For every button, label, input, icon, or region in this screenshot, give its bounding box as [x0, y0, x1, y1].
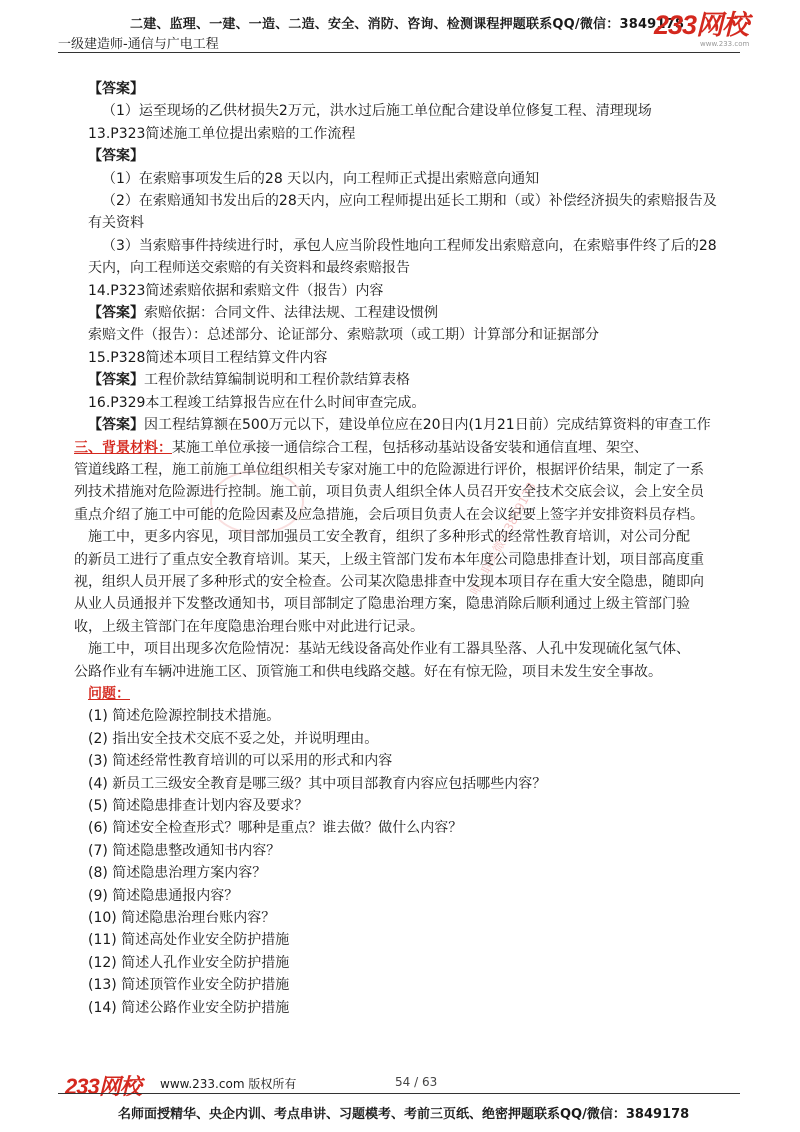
question-heading: 16.P329本工程竣工结算报告应在什么时间审查完成。 [88, 394, 426, 411]
question-item: (2) 指出安全技术交底不妥之处，并说明理由。 [88, 730, 379, 747]
answer-text: 因工程结算额在500万元以下，建设单位应在20日内(1月21日前）完成结算资料的审查工作 [144, 417, 711, 434]
question-item: (7) 简述隐患整改通知书内容？ [88, 842, 281, 859]
answer-line [88, 302, 748, 324]
question-item: (4) 新员工三级安全教育是哪三级？其中项目部教育内容应包括哪些内容？ [88, 775, 547, 792]
answer-text: 索赔依据：合同文件、法律法规、工程建设惯例 [144, 305, 438, 322]
background-text: 管道线路工程，施工前施工单位组织相关专家对施工中的危险源进行评价，根据评价结果，制定了一系 [74, 461, 704, 478]
background-text: 从业人员通报并下发整改通知书，项目部制定了隐患治理方案，隐患消除后顺利通过上级主管部门验 [74, 596, 690, 613]
question-item: (6) 简述安全检查形式？哪种是重点？谁去做？做什么内容？ [88, 820, 463, 837]
background-text: 某施工单位承接一通信综合工程，包括移动基站设备安装和通信直埋、架空、 [172, 439, 648, 456]
background-text: 收，上级主管部门在年度隐患治理台账中对此进行记录。 [74, 618, 424, 635]
footer-copyright: www.233.com 版权所有 [160, 1077, 297, 1091]
question-item: (10) 简述隐患治理台账内容？ [88, 910, 276, 927]
question-item: (13) 简述顶管作业安全防护措施 [88, 977, 290, 994]
background-text: 视，组织人员开展了多种形式的安全检查。公司某次隐患排查中发现本项目存在重大安全隐患，随即向 [74, 573, 704, 590]
page-number: 54 / 63 [395, 1075, 438, 1089]
document-body [74, 78, 748, 1019]
background-text: 公路作业有车辆冲进施工区、顶管施工和供电线路交越。好在有惊无险，项目未发生安全事故。 [74, 663, 662, 680]
answer-text: 工程价款结算编制说明和工程价款结算表格 [144, 372, 410, 389]
header-subtitle: 一级建造师-通信与广电工程 [58, 37, 219, 52]
answer-item: （1）在索赔事项发生后的28 天以内，向工程师正式提出索赔意向通知 [102, 170, 540, 187]
question-item: (3) 简述经常性教育培训的可以采用的形式和内容 [88, 753, 393, 770]
background-line [74, 437, 748, 459]
questions-heading: 问题： [88, 685, 130, 702]
answer-item-cont: 天内，向工程师送交索赔的有关资料和最终索赔报告 [88, 260, 410, 277]
background-text: 列技术措施对危险源进行控制。施工前，项目负责人组织全体人员召开安全技术交底会议，会上安全员 [74, 484, 704, 501]
question-heading: 14.P323简述索赔依据和索赔文件（报告）内容 [88, 282, 384, 299]
header-divider [58, 52, 740, 53]
brand-logo-url: www.233.com [700, 40, 750, 48]
section-heading: 三、背景材料： [74, 439, 172, 456]
answer-item: （3）当索赔事件持续进行时，承包人应当阶段性地向工程师发出索赔意向，在索赔事件终了后的28 [102, 237, 717, 254]
question-item: (8) 简述隐患治理方案内容？ [88, 865, 267, 882]
answer-item-cont: 有关资料 [88, 215, 144, 232]
watermark-text: 唯一联系微信3849178 [467, 480, 539, 598]
footer-divider [58, 1093, 740, 1094]
answer-item: （2）在索赔通知书发出后的28天内，应向工程师提出延长工期和（或）补偿经济损失的索赔报告及 [102, 193, 717, 210]
answer-label: 【答案】 [88, 417, 144, 434]
question-item: (5) 简述隐患排查计划内容及要求？ [88, 798, 309, 814]
footer-contact-line: 名师面授精华、央企内训、考点串讲、习题模考、考前三页纸、绝密押题联系QQ/微信：3849178 [118, 1107, 690, 1122]
question-item: (9) 简述隐患通报内容？ [88, 887, 239, 904]
question-item: (1) 简述危险源控制技术措施。 [88, 708, 281, 725]
answer-line [88, 414, 748, 436]
background-text: 的新员工进行了重点安全教育培训。某天，上级主管部门发布本年度公司隐患排查计划，项目部高度重 [74, 551, 704, 568]
background-text: 重点介绍了施工中可能的危险因素及应急措施，会后项目负责人在会议纪要上签字并安排资料员存档。 [74, 506, 704, 523]
answer-label: 【答案】 [88, 372, 144, 389]
answer-text: 索赔文件（报告）：总述部分、论证部分、索赔款项（或工期）计算部分和证据部分 [88, 327, 599, 344]
answer-item: （1）运至现场的乙供材损失2万元，洪水过后施工单位配合建设单位修复工程、清理现场 [102, 103, 652, 120]
header-contact-line: 二建、监理、一建、一造、二造、安全、消防、咨询、检测课程押题联系QQ/微信：3849178 [130, 17, 685, 32]
answer-label: 【答案】 [88, 148, 144, 165]
footer-logo: 233网校 [65, 1074, 141, 1099]
question-item: (12) 简述人孔作业安全防护措施 [88, 954, 290, 971]
answer-line [88, 369, 748, 391]
question-heading: 13.P323简述施工单位提出索赔的工作流程 [88, 125, 356, 142]
brand-logo: 233网校 [654, 10, 749, 40]
question-heading: 15.P328简述本项目工程结算文件内容 [88, 349, 328, 366]
background-text: 施工中，更多内容见，项目部加强员工安全教育，组织了多种形式的经常性教育培训，对公司分配 [88, 529, 690, 546]
answer-label: 【答案】 [88, 305, 144, 322]
question-item: (11) 简述高处作业安全防护措施 [88, 932, 290, 949]
answer-label: 【答案】 [88, 81, 144, 97]
background-text: 施工中，项目出现多次危险情况：基站无线设备高处作业有工器具坠落、人孔中发现硫化氢气体、 [88, 641, 690, 658]
question-item: (14) 简述公路作业安全防护措施 [88, 999, 290, 1016]
